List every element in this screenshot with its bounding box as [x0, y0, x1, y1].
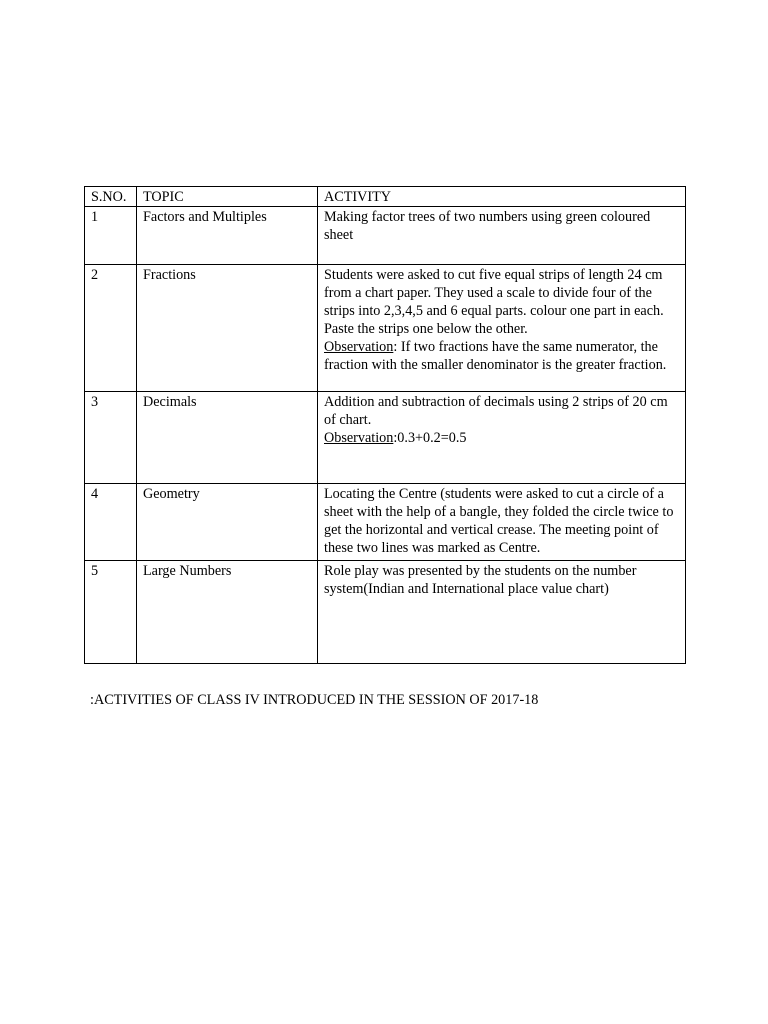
cell-sno: 1 — [85, 207, 137, 265]
cell-topic: Fractions — [137, 265, 318, 392]
observation — [324, 338, 681, 374]
activities-table — [84, 186, 686, 664]
cell-topic: Factors and Multiples — [137, 207, 318, 265]
cell-sno: 3 — [85, 392, 137, 484]
cell-topic: Large Numbers — [137, 561, 318, 664]
cell-activity — [318, 484, 686, 561]
observation-label: Observation — [324, 430, 394, 446]
cell-activity — [318, 265, 686, 392]
cell-sno: 5 — [85, 561, 137, 664]
activity-text: Addition and subtraction of decimals using 2 strips of 20 cm of chart. — [324, 394, 668, 428]
observation-label: Observation — [324, 339, 394, 355]
observation — [324, 429, 681, 447]
cell-activity — [318, 207, 686, 265]
table-row — [85, 484, 686, 561]
table-caption: :ACTIVITIES OF CLASS IV INTRODUCED IN THE SESSION OF 2017-18 — [90, 692, 539, 708]
activity-text: Role play was presented by the students on the number system(Indian and International place value chart) — [324, 563, 637, 597]
cell-activity — [318, 561, 686, 664]
table-header-row — [85, 187, 686, 207]
cell-topic: Decimals — [137, 392, 318, 484]
activity-text: Students were asked to cut five equal strips of length 24 cm from a chart paper. They used a scale to divide four of the strips into 2,3,4,5 and 6 equal parts. colour one part in each. Paste the strips one below the other. — [324, 267, 664, 337]
cell-topic: Geometry — [137, 484, 318, 561]
activity-text: Making factor trees of two numbers using green coloured sheet — [324, 209, 651, 243]
observation-text: : If two fractions have the same numerator, the fraction with the smaller denominator is the greater fraction. — [324, 339, 667, 373]
table-row — [85, 392, 686, 484]
header-activity: ACTIVITY — [318, 187, 686, 207]
cell-activity — [318, 392, 686, 484]
table-row — [85, 207, 686, 265]
table-row — [85, 265, 686, 392]
activity-text: Locating the Centre (students were asked to cut a circle of a sheet with the help of a bangle, they folded the circle twice to get the horizontal and vertical crease. The meeting point of these two lines was marked as Centre. — [324, 486, 674, 556]
table-row — [85, 561, 686, 664]
header-sno: S.NO. — [85, 187, 137, 207]
observation-text: :0.3+0.2=0.5 — [393, 430, 467, 446]
header-topic: TOPIC — [137, 187, 318, 207]
cell-sno: 2 — [85, 265, 137, 392]
cell-sno: 4 — [85, 484, 137, 561]
